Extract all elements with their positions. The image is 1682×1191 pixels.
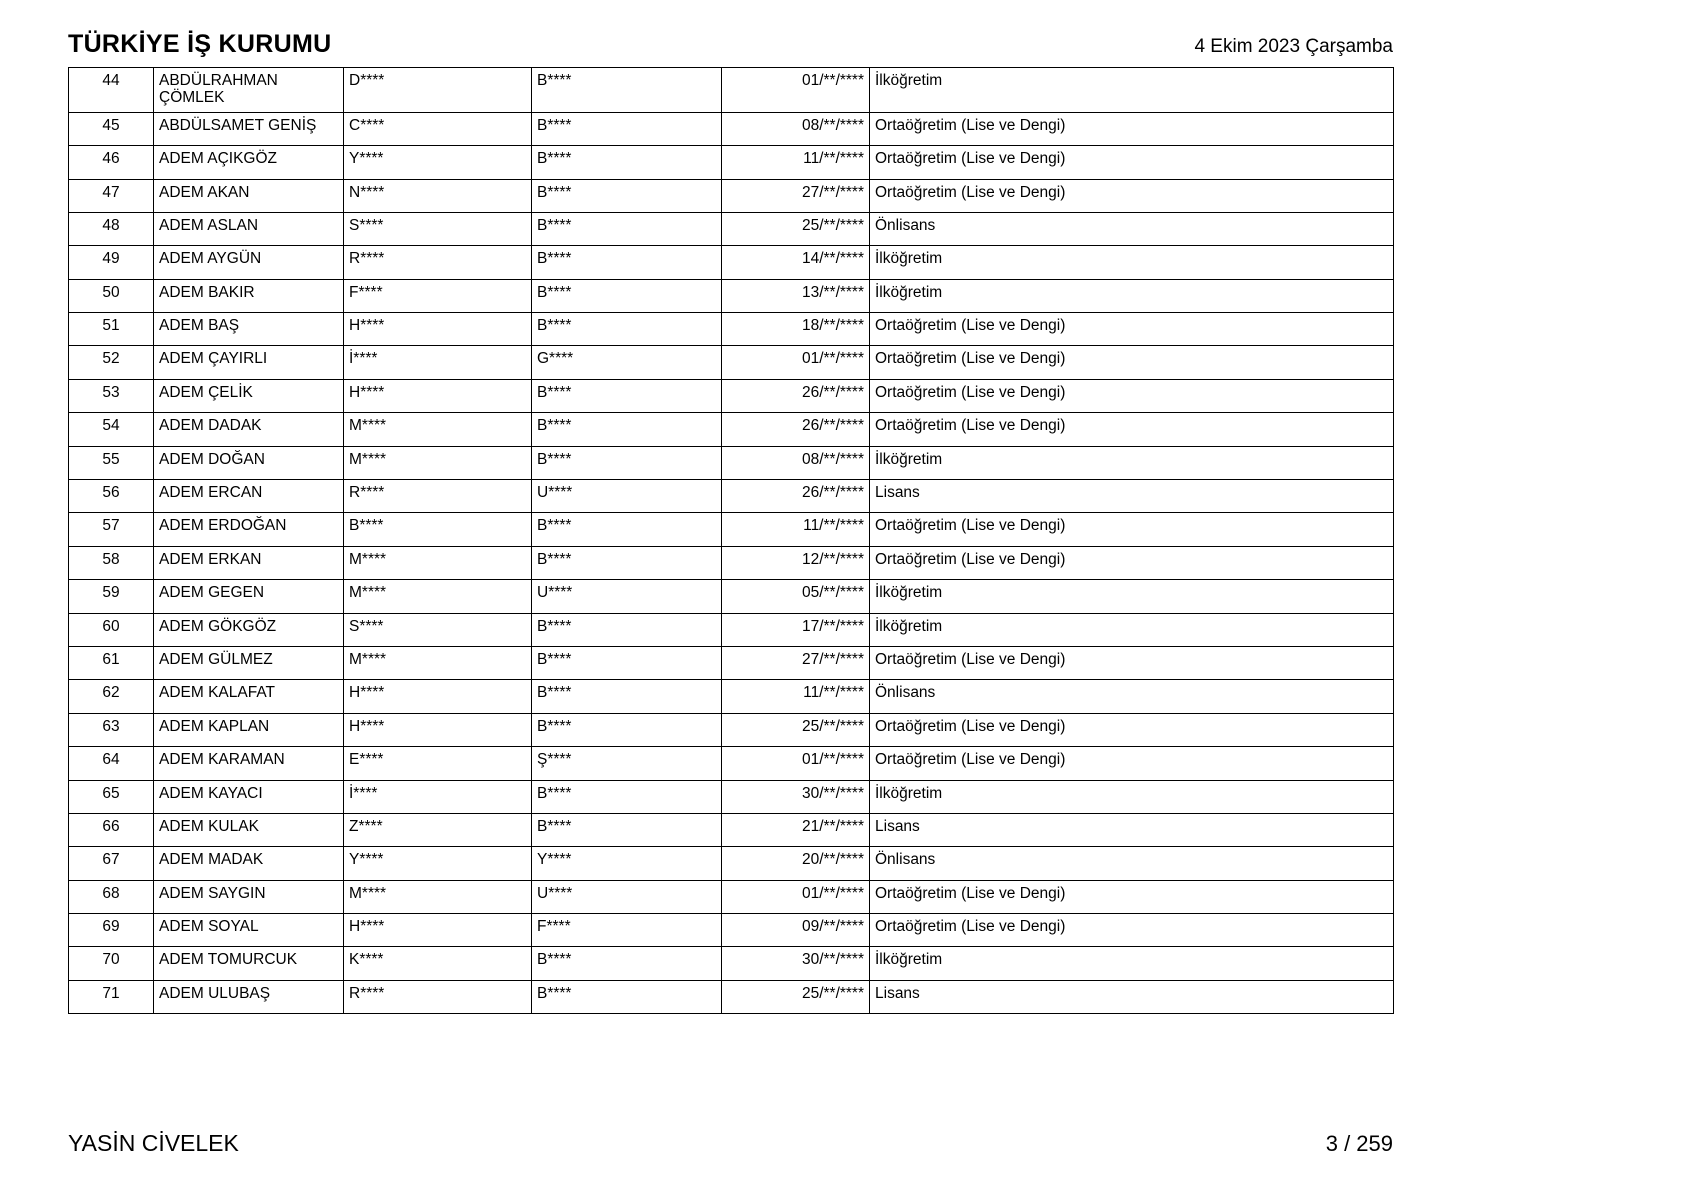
cell-name: ADEM ÇELİK xyxy=(154,379,344,412)
cell-field2: B**** xyxy=(532,713,722,746)
cell-date: 01/**/**** xyxy=(722,747,870,780)
table-row xyxy=(69,613,1394,646)
cell-field2: B**** xyxy=(532,813,722,846)
table-row xyxy=(69,112,1394,145)
cell-field1: B**** xyxy=(344,513,532,546)
table-row xyxy=(69,513,1394,546)
cell-no: 46 xyxy=(69,146,154,179)
cell-date: 18/**/**** xyxy=(722,313,870,346)
cell-education: Ortaöğretim (Lise ve Dengi) xyxy=(870,646,1394,679)
cell-field2: B**** xyxy=(532,613,722,646)
cell-field1: M**** xyxy=(344,880,532,913)
cell-no: 71 xyxy=(69,980,154,1013)
cell-field1: K**** xyxy=(344,947,532,980)
cell-field1: M**** xyxy=(344,446,532,479)
cell-field1: D**** xyxy=(344,68,532,113)
cell-name: ADEM DOĞAN xyxy=(154,446,344,479)
table-row xyxy=(69,446,1394,479)
cell-education: Ortaöğretim (Lise ve Dengi) xyxy=(870,880,1394,913)
cell-field1: M**** xyxy=(344,413,532,446)
cell-field1: S**** xyxy=(344,212,532,245)
cell-field2: B**** xyxy=(532,246,722,279)
cell-date: 20/**/**** xyxy=(722,847,870,880)
cell-education: İlköğretim xyxy=(870,947,1394,980)
cell-field2: Y**** xyxy=(532,847,722,880)
cell-field2: B**** xyxy=(532,313,722,346)
cell-field1: C**** xyxy=(344,112,532,145)
cell-date: 05/**/**** xyxy=(722,580,870,613)
cell-name: ADEM BAKIR xyxy=(154,279,344,312)
cell-education: Ortaöğretim (Lise ve Dengi) xyxy=(870,346,1394,379)
cell-date: 11/**/**** xyxy=(722,513,870,546)
cell-education: Önlisans xyxy=(870,847,1394,880)
cell-date: 26/**/**** xyxy=(722,480,870,513)
cell-education: Ortaöğretim (Lise ve Dengi) xyxy=(870,112,1394,145)
cell-no: 45 xyxy=(69,112,154,145)
table-row xyxy=(69,146,1394,179)
cell-education: Ortaöğretim (Lise ve Dengi) xyxy=(870,413,1394,446)
cell-education: Lisans xyxy=(870,980,1394,1013)
cell-no: 62 xyxy=(69,680,154,713)
cell-field2: B**** xyxy=(532,212,722,245)
cell-no: 57 xyxy=(69,513,154,546)
cell-field1: M**** xyxy=(344,546,532,579)
cell-field2: B**** xyxy=(532,179,722,212)
cell-education: Önlisans xyxy=(870,680,1394,713)
cell-no: 70 xyxy=(69,947,154,980)
cell-name: ADEM AKAN xyxy=(154,179,344,212)
cell-education: Ortaöğretim (Lise ve Dengi) xyxy=(870,379,1394,412)
cell-education: İlköğretim xyxy=(870,279,1394,312)
cell-education: Önlisans xyxy=(870,212,1394,245)
cell-date: 27/**/**** xyxy=(722,179,870,212)
cell-name: ADEM KULAK xyxy=(154,813,344,846)
cell-name: ADEM KARAMAN xyxy=(154,747,344,780)
cell-field1: Y**** xyxy=(344,146,532,179)
cell-date: 25/**/**** xyxy=(722,713,870,746)
cell-field1: M**** xyxy=(344,646,532,679)
table-row xyxy=(69,646,1394,679)
cell-field2: B**** xyxy=(532,446,722,479)
cell-no: 56 xyxy=(69,480,154,513)
cell-field1: H**** xyxy=(344,680,532,713)
table-row xyxy=(69,546,1394,579)
document-header xyxy=(68,30,1393,64)
cell-name: ADEM GÜLMEZ xyxy=(154,646,344,679)
table-row xyxy=(69,346,1394,379)
cell-no: 64 xyxy=(69,747,154,780)
table-row xyxy=(69,713,1394,746)
cell-field2: Ş**** xyxy=(532,747,722,780)
cell-date: 08/**/**** xyxy=(722,446,870,479)
cell-name: ADEM GÖKGÖZ xyxy=(154,613,344,646)
cell-field2: B**** xyxy=(532,279,722,312)
cell-field2: B**** xyxy=(532,680,722,713)
cell-name: ADEM DADAK xyxy=(154,413,344,446)
cell-date: 30/**/**** xyxy=(722,780,870,813)
cell-date: 26/**/**** xyxy=(722,379,870,412)
document-date: 4 Ekim 2023 Çarşamba xyxy=(1194,36,1393,57)
cell-name: ADEM TOMURCUK xyxy=(154,947,344,980)
organization-title: TÜRKİYE İŞ KURUMU xyxy=(68,30,332,58)
cell-education: Ortaöğretim (Lise ve Dengi) xyxy=(870,513,1394,546)
cell-field1: N**** xyxy=(344,179,532,212)
cell-date: 13/**/**** xyxy=(722,279,870,312)
registry-table-container xyxy=(68,67,1393,1014)
table-row xyxy=(69,379,1394,412)
table-row xyxy=(69,813,1394,846)
cell-field2: B**** xyxy=(532,646,722,679)
cell-date: 14/**/**** xyxy=(722,246,870,279)
cell-field2: U**** xyxy=(532,580,722,613)
cell-name: ABDÜLRAHMAN ÇÖMLEK xyxy=(154,68,344,113)
cell-field1: H**** xyxy=(344,713,532,746)
cell-name: ADEM KAYACI xyxy=(154,780,344,813)
registry-table xyxy=(68,67,1394,1014)
cell-name: ADEM SOYAL xyxy=(154,914,344,947)
cell-field2: G**** xyxy=(532,346,722,379)
cell-no: 48 xyxy=(69,212,154,245)
cell-field1: H**** xyxy=(344,379,532,412)
table-row xyxy=(69,580,1394,613)
cell-education: Lisans xyxy=(870,813,1394,846)
cell-education: İlköğretim xyxy=(870,580,1394,613)
cell-date: 08/**/**** xyxy=(722,112,870,145)
cell-date: 17/**/**** xyxy=(722,613,870,646)
cell-education: Ortaöğretim (Lise ve Dengi) xyxy=(870,914,1394,947)
table-row xyxy=(69,847,1394,880)
cell-education: Lisans xyxy=(870,480,1394,513)
table-row xyxy=(69,680,1394,713)
cell-field2: U**** xyxy=(532,880,722,913)
table-row xyxy=(69,68,1394,113)
cell-education: İlköğretim xyxy=(870,613,1394,646)
cell-field2: B**** xyxy=(532,780,722,813)
cell-date: 27/**/**** xyxy=(722,646,870,679)
cell-date: 09/**/**** xyxy=(722,914,870,947)
cell-date: 12/**/**** xyxy=(722,546,870,579)
cell-education: Ortaöğretim (Lise ve Dengi) xyxy=(870,313,1394,346)
cell-no: 49 xyxy=(69,246,154,279)
cell-education: İlköğretim xyxy=(870,446,1394,479)
cell-education: Ortaöğretim (Lise ve Dengi) xyxy=(870,146,1394,179)
table-row xyxy=(69,413,1394,446)
cell-field1: H**** xyxy=(344,914,532,947)
footer-page-number: 3 / 259 xyxy=(1325,1131,1393,1156)
cell-date: 26/**/**** xyxy=(722,413,870,446)
cell-name: ADEM ERKAN xyxy=(154,546,344,579)
cell-date: 01/**/**** xyxy=(722,346,870,379)
cell-education: Ortaöğretim (Lise ve Dengi) xyxy=(870,713,1394,746)
cell-field2: B**** xyxy=(532,546,722,579)
cell-no: 67 xyxy=(69,847,154,880)
cell-field2: B**** xyxy=(532,947,722,980)
document-footer xyxy=(68,1130,1393,1157)
cell-field2: B**** xyxy=(532,146,722,179)
cell-date: 25/**/**** xyxy=(722,980,870,1013)
cell-name: ADEM AYGÜN xyxy=(154,246,344,279)
cell-field2: U**** xyxy=(532,480,722,513)
registry-table-body xyxy=(69,68,1394,1014)
cell-date: 21/**/**** xyxy=(722,813,870,846)
cell-field1: H**** xyxy=(344,313,532,346)
cell-name: ABDÜLSAMET GENİŞ xyxy=(154,112,344,145)
cell-no: 58 xyxy=(69,546,154,579)
cell-field2: B**** xyxy=(532,980,722,1013)
cell-date: 30/**/**** xyxy=(722,947,870,980)
table-row xyxy=(69,880,1394,913)
cell-field2: B**** xyxy=(532,379,722,412)
cell-name: ADEM ÇAYIRLI xyxy=(154,346,344,379)
cell-name: ADEM ERCAN xyxy=(154,480,344,513)
cell-field1: R**** xyxy=(344,980,532,1013)
table-row xyxy=(69,947,1394,980)
cell-date: 25/**/**** xyxy=(722,212,870,245)
cell-field1: F**** xyxy=(344,279,532,312)
cell-no: 59 xyxy=(69,580,154,613)
cell-no: 63 xyxy=(69,713,154,746)
cell-field1: İ**** xyxy=(344,780,532,813)
cell-field1: M**** xyxy=(344,580,532,613)
table-row xyxy=(69,313,1394,346)
cell-name: ADEM BAŞ xyxy=(154,313,344,346)
table-row xyxy=(69,780,1394,813)
cell-field1: İ**** xyxy=(344,346,532,379)
table-row xyxy=(69,747,1394,780)
cell-field2: B**** xyxy=(532,513,722,546)
cell-no: 61 xyxy=(69,646,154,679)
table-row xyxy=(69,246,1394,279)
cell-no: 47 xyxy=(69,179,154,212)
cell-field2: B**** xyxy=(532,112,722,145)
cell-education: İlköğretim xyxy=(870,246,1394,279)
cell-date: 01/**/**** xyxy=(722,880,870,913)
cell-education: Ortaöğretim (Lise ve Dengi) xyxy=(870,546,1394,579)
cell-education: İlköğretim xyxy=(870,68,1394,113)
cell-education: Ortaöğretim (Lise ve Dengi) xyxy=(870,179,1394,212)
cell-name: ADEM KALAFAT xyxy=(154,680,344,713)
cell-no: 52 xyxy=(69,346,154,379)
cell-name: ADEM ASLAN xyxy=(154,212,344,245)
table-row xyxy=(69,212,1394,245)
cell-name: ADEM AÇIKGÖZ xyxy=(154,146,344,179)
cell-no: 66 xyxy=(69,813,154,846)
cell-no: 68 xyxy=(69,880,154,913)
cell-no: 44 xyxy=(69,68,154,113)
cell-name: ADEM KAPLAN xyxy=(154,713,344,746)
cell-no: 69 xyxy=(69,914,154,947)
table-row xyxy=(69,480,1394,513)
cell-field1: E**** xyxy=(344,747,532,780)
cell-field1: R**** xyxy=(344,480,532,513)
cell-no: 65 xyxy=(69,780,154,813)
table-row xyxy=(69,279,1394,312)
table-row xyxy=(69,980,1394,1013)
cell-field2: F**** xyxy=(532,914,722,947)
cell-field1: Z**** xyxy=(344,813,532,846)
cell-no: 55 xyxy=(69,446,154,479)
footer-signer-name: YASİN CİVELEK xyxy=(68,1130,239,1156)
cell-field2: B**** xyxy=(532,413,722,446)
cell-date: 11/**/**** xyxy=(722,146,870,179)
cell-no: 53 xyxy=(69,379,154,412)
cell-no: 50 xyxy=(69,279,154,312)
cell-education: İlköğretim xyxy=(870,780,1394,813)
cell-field1: Y**** xyxy=(344,847,532,880)
cell-no: 60 xyxy=(69,613,154,646)
cell-field1: R**** xyxy=(344,246,532,279)
table-row xyxy=(69,179,1394,212)
cell-no: 51 xyxy=(69,313,154,346)
cell-name: ADEM MADAK xyxy=(154,847,344,880)
table-row xyxy=(69,914,1394,947)
cell-name: ADEM GEGEN xyxy=(154,580,344,613)
cell-name: ADEM ULUBAŞ xyxy=(154,980,344,1013)
cell-name: ADEM SAYGIN xyxy=(154,880,344,913)
cell-date: 11/**/**** xyxy=(722,680,870,713)
cell-no: 54 xyxy=(69,413,154,446)
cell-field2: B**** xyxy=(532,68,722,113)
cell-education: Ortaöğretim (Lise ve Dengi) xyxy=(870,747,1394,780)
cell-field1: S**** xyxy=(344,613,532,646)
cell-name: ADEM ERDOĞAN xyxy=(154,513,344,546)
cell-date: 01/**/**** xyxy=(722,68,870,113)
